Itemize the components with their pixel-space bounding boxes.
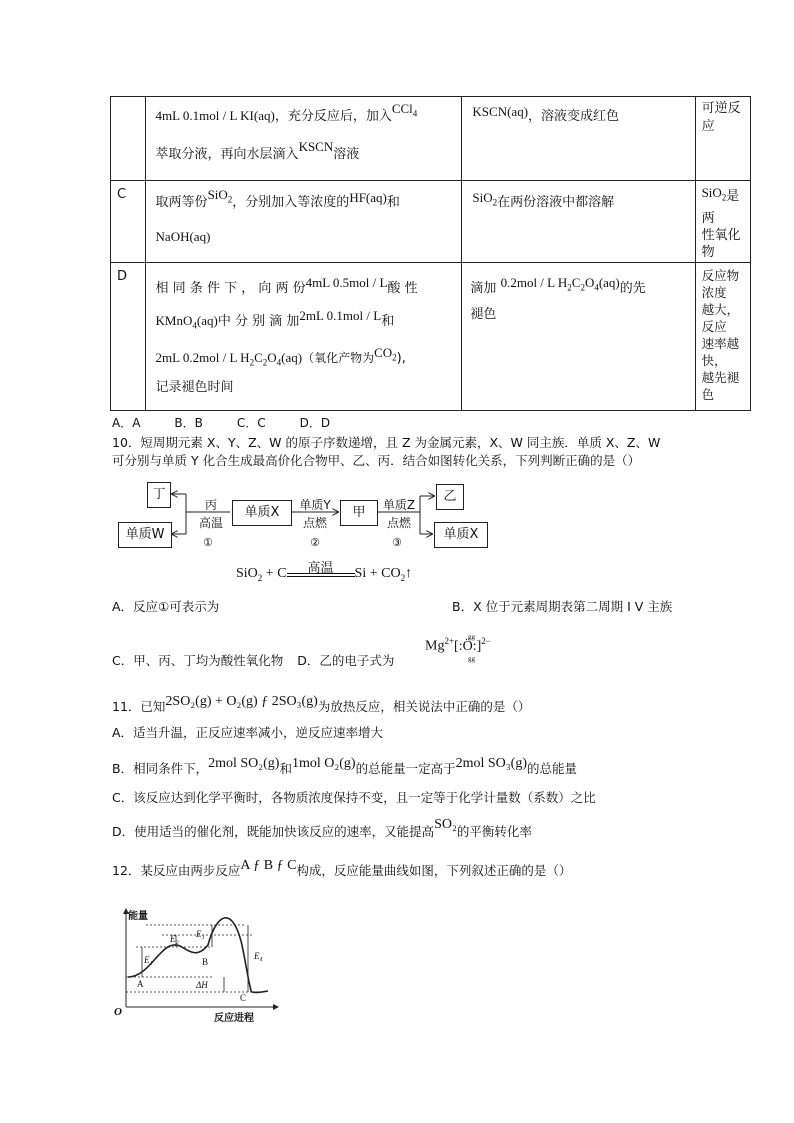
electron-formula: $Mg^{2+}$ gg [:Ö:] gg $^{2-}$ — [425, 632, 491, 663]
cell-operation: 4mL 0.1mol / L KI(aq)，充分反应后，加入CCl$_4$ 萃取分液，再向水层滴入KSCN溶液 — [145, 97, 462, 181]
option-b[interactable]: B．B — [174, 416, 203, 430]
option-c[interactable]: C．甲、丙、丁均为酸性氧化物 — [112, 653, 284, 668]
label-step1: ① — [203, 536, 213, 549]
q10-equation: SiO$_2$ + C 高温 $Si + CO_2↑$ — [236, 561, 413, 583]
label-e2: E₂ — [170, 934, 179, 944]
q11-option-c[interactable]: C．该反应达到化学平衡时，各物质浓度保持不变，且一定等于化学计量数（系数）之比 — [112, 790, 596, 805]
option-c[interactable]: C．C — [236, 416, 266, 430]
label-a: A — [137, 979, 144, 989]
cell-phenomenon: 滴加 0.2mol / L $H_2C_2O_4(aq)$的先 褪色 — [462, 263, 695, 411]
label-dh: ΔH — [196, 980, 208, 990]
q12-stem: 12．某反应由两步反应A ƒ B ƒ C构成，反应能量曲线如图，下列叙述正确的是（） — [112, 858, 572, 878]
row-label: C — [111, 181, 146, 263]
y-axis-label: 能量 — [128, 911, 148, 922]
q10-stem: 10．短周期元素 X、Y、Z、W 的原子序数递增，且 Z 为金属元素，X、W 同主族．单质 X、Z、W 可分别与单质 Y 化合生成最高价化合物甲、乙、丙．结合如图转化关系，下列判断正确的是（） — [112, 435, 661, 468]
label-e3: E₃ — [196, 929, 205, 939]
box-danzhi-x2: 单质X — [434, 522, 488, 548]
label-dianran1: 点燃 — [302, 516, 327, 530]
row-label: D — [111, 263, 146, 411]
box-danzhi-x: 单质X — [232, 500, 292, 526]
option-a[interactable]: A．反应①可表示为 — [112, 599, 220, 614]
x-axis-label: 反应进程 — [214, 1013, 254, 1024]
cell-operation: 取两等份SiO$_2$，分别加入等浓度的HF(aq)和 NaOH(aq) — [145, 181, 462, 263]
label-gaowen: 高温 — [198, 516, 223, 530]
label-danzhi-z: 单质Z — [382, 498, 416, 512]
box-danzhi-w: 单质W — [118, 522, 172, 548]
label-e4: E₄ — [254, 951, 263, 961]
cell-conclusion: 反应物浓度 越大，反应 速率越快， 越先褪色 — [695, 263, 750, 411]
cell-phenomenon: KSCN(aq)，溶液变成红色 — [462, 97, 695, 181]
cell-phenomenon: SiO$_2$在两份溶液中都溶解 — [462, 181, 695, 263]
q11-option-d[interactable]: D．使用适当的催化剂，既能加快该反应的速率，又能提高SO₂的平衡转化率 — [112, 817, 532, 839]
energy-graph — [112, 905, 282, 1025]
q11-stem: 11．已知2SO₂(g) + O₂(g) ƒ 2SO₃(g)为放热反应，相关说法中正确的是（） — [112, 694, 531, 714]
label-dianran2: 点燃 — [386, 516, 411, 530]
label-step2: ② — [310, 536, 320, 549]
box-yi: 乙 — [436, 484, 464, 510]
box-jia: 甲 — [340, 500, 378, 526]
option-b[interactable]: B．X 位于元素周期表第二周期 Ⅰ V 主族 — [452, 599, 673, 614]
origin-label: O — [114, 1006, 122, 1018]
label-b: B — [202, 957, 209, 967]
label-bing: 丙 — [204, 498, 217, 512]
label-danzhi-y: 单质Y — [299, 498, 331, 512]
option-d[interactable]: D．D — [299, 416, 331, 430]
option-d[interactable]: D．乙的电子式为 — [297, 653, 395, 668]
cell-conclusion: 可逆反应 — [695, 97, 750, 181]
label-step3: ③ — [392, 536, 402, 549]
q10-options-ab — [112, 598, 752, 616]
label-e1: E₁ — [144, 955, 153, 965]
box-ding: 丁 — [147, 482, 171, 508]
cell-operation: 相 同 条 件 下 ， 向 两 份4mL 0.5mol / L酸 性 KMnO$_4$(aq)中 分 别 滴 加2mL 0.1mol / L和 2mL 0.2mol / L $H_2C_2O_4(aq)$（氧化产物为$CO_2$), 记录褪色时间 — [145, 263, 462, 411]
energy-curve — [112, 905, 282, 1025]
cell-conclusion: SiO$_2$是 两 性氧化物 — [695, 181, 750, 263]
q11-option-b[interactable]: B．相同条件下，2mol SO₂(g)和1mol O₂(g)的总能量一定高于2mol SO₃(g)的总能量 — [112, 756, 578, 776]
option-a[interactable]: A．A — [112, 416, 141, 430]
label-c: C — [240, 993, 247, 1003]
q11-option-a[interactable]: A．适当升温，正反应速率减小，逆反应速率增大 — [112, 725, 384, 740]
q10-options-cd — [112, 652, 752, 670]
